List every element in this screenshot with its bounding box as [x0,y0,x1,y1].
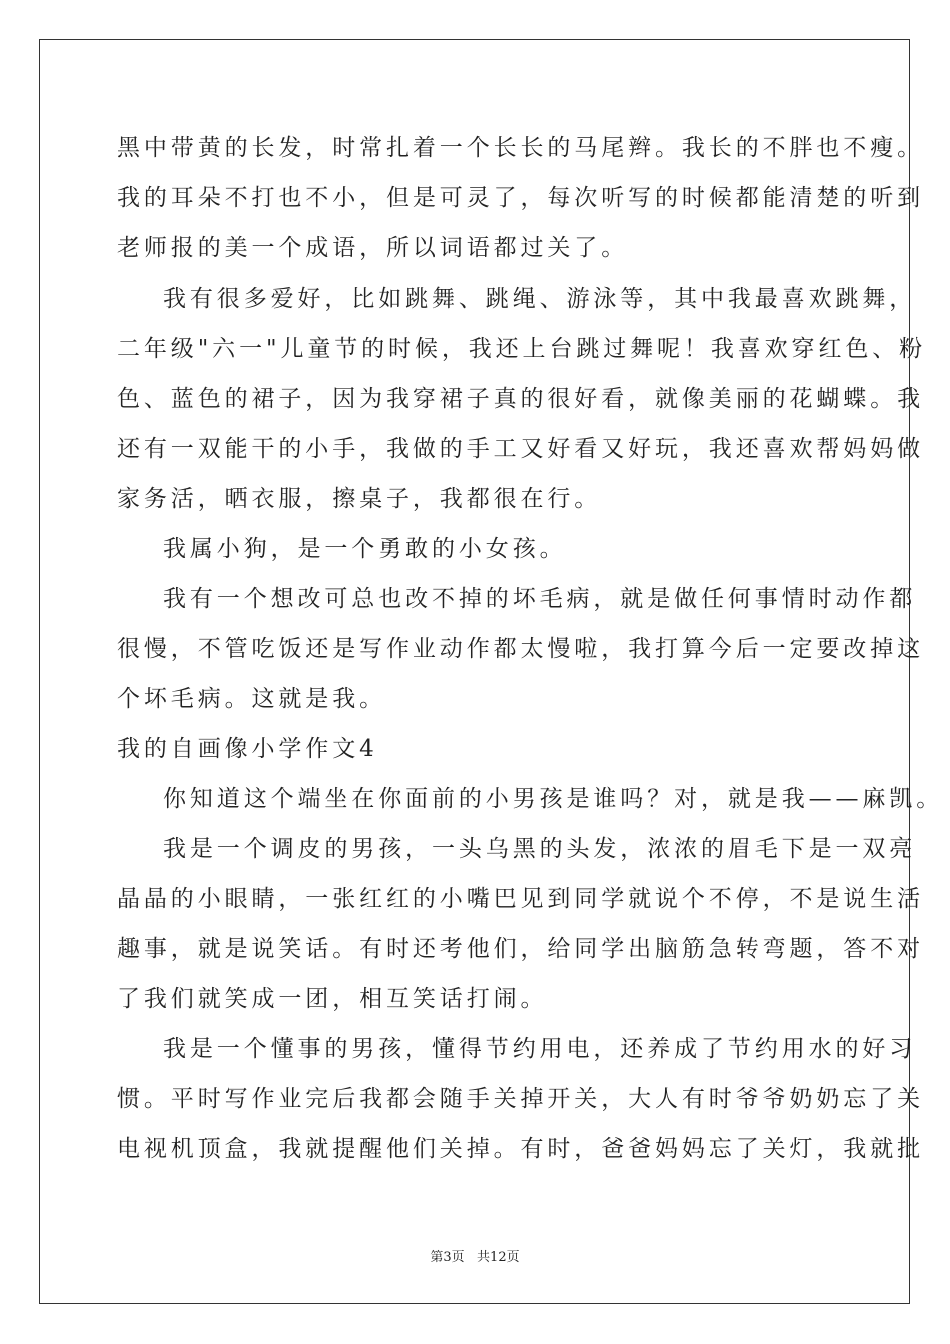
text-line: 二年级"六一"儿童节的时候，我还上台跳过舞呢！我喜欢穿红色、粉 [117,336,927,362]
text-line: 色、蓝色的裙子，因为我穿裙子真的很好看，就像美丽的花蝴蝶。我 [117,386,924,412]
paragraph-start-line: 我属小狗，是一个勇敢的小女孩。 [163,536,567,562]
text-line: 趣事，就是说笑话。有时还考他们，给同学出脑筋急转弯题，答不对 [117,936,924,962]
section-heading: 我的自画像小学作文4 [117,736,378,762]
text-line: 惯。平时写作业完后我都会随手关掉开关，大人有时爷爷奶奶忘了关 [117,1086,924,1112]
text-line: 电视机顶盒，我就提醒他们关掉。有时，爸爸妈妈忘了关灯，我就批 [117,1136,924,1162]
text-line: 黑中带黄的长发，时常扎着一个长长的马尾辫。我长的不胖也不瘦。 [117,135,924,161]
text-line: 老师报的美一个成语，所以词语都过关了。 [117,235,629,261]
text-line: 晶晶的小眼睛，一张红红的小嘴巴见到同学就说个不停，不是说生活 [117,886,924,912]
text-line: 个坏毛病。这就是我。 [117,686,386,712]
paragraph-start-line: 我有一个想改可总也改不掉的坏毛病，就是做任何事情时动作都 [163,586,917,612]
text-line: 了我们就笑成一团，相互笑话打闹。 [117,986,548,1012]
text-line: 家务活，晒衣服，擦桌子，我都很在行。 [117,486,602,512]
paragraph-start-line: 我有很多爱好，比如跳舞、跳绳、游泳等，其中我最喜欢跳舞， [163,286,917,312]
text-line: 很慢，不管吃饭还是写作业动作都太慢啦，我打算今后一定要改掉这 [117,636,924,662]
paragraph-start-line: 我是一个调皮的男孩，一头乌黑的头发，浓浓的眉毛下是一双亮 [163,836,917,862]
page-border [39,39,910,1304]
paragraph-start-line: 我是一个懂事的男孩，懂得节约用电，还养成了节约用水的好习 [163,1036,917,1062]
text-line: 我的耳朵不打也不小，但是可灵了，每次听写的时候都能清楚的听到 [117,185,924,211]
page-number-footer: 第3页 共12页 [430,1250,520,1265]
paragraph-start-line: 你知道这个端坐在你面前的小男孩是谁吗？对，就是我——麻凯。 [163,786,944,812]
text-line: 还有一双能干的小手，我做的手工又好看又好玩，我还喜欢帮妈妈做 [117,436,924,462]
